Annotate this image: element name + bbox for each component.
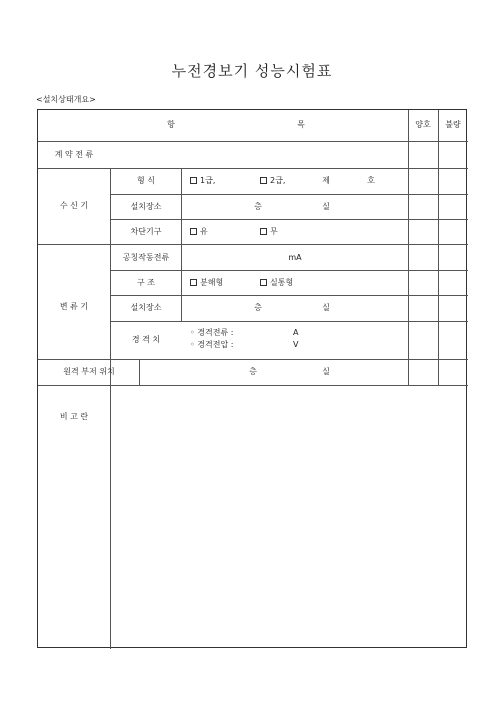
header-item-2: 목 <box>297 120 305 129</box>
transformer-floor: 층 <box>254 303 262 312</box>
number-text: 호 <box>367 176 375 185</box>
header-good: 양호 <box>415 120 431 129</box>
receiver-label: 수 신 기 <box>59 201 89 210</box>
receiver-floor: 층 <box>254 202 262 211</box>
rated-amp-unit: A <box>293 328 299 337</box>
remote-room: 실 <box>322 367 330 376</box>
breaker-no-option[interactable] <box>260 227 278 237</box>
checkbox-icon <box>190 279 197 286</box>
page-title: 누전경보기 성능시험표 <box>171 62 333 80</box>
breaker-yes-option[interactable] <box>190 227 208 237</box>
transformer-room: 실 <box>322 303 330 312</box>
checkbox-icon <box>260 279 267 286</box>
breaker-yes-text: 유 <box>200 227 208 236</box>
rated-current-unit: mA <box>288 253 302 262</box>
contract-current-label: 계 약 전 류 <box>54 150 94 159</box>
remarks-label: 비 고 란 <box>59 412 89 421</box>
solid-text: 실통형 <box>270 278 294 287</box>
transformer-label: 변 류 기 <box>59 302 89 311</box>
checkbox-icon <box>260 177 267 184</box>
maker-text: 제 <box>322 176 330 185</box>
checkbox-icon <box>190 228 197 235</box>
header-item: 항 <box>167 120 175 129</box>
receiver-room: 실 <box>322 202 330 211</box>
receiver-type-label: 형 식 <box>137 176 155 185</box>
breaker-label: 차단기구 <box>130 227 162 236</box>
grade2-text: 2급, <box>270 176 286 185</box>
grade1-text: 1급, <box>200 176 216 185</box>
checkbox-icon <box>260 228 267 235</box>
rated-amp-label: ◦ 경격전류 : <box>190 328 234 337</box>
test-table <box>37 109 467 648</box>
remote-floor: 층 <box>249 367 257 376</box>
checkbox-icon <box>190 177 197 184</box>
transformer-location-label: 설치장소 <box>130 303 162 312</box>
grade1-option[interactable] <box>190 176 215 186</box>
header-bad: 불량 <box>445 120 461 129</box>
rated-volt-label: ◦ 경격전압 : <box>190 340 234 349</box>
split-option[interactable] <box>190 278 223 288</box>
rated-current-label: 공칭작동전류 <box>122 253 170 262</box>
solid-option[interactable] <box>260 278 293 288</box>
receiver-location-label: 설치장소 <box>130 202 162 211</box>
rated-volt-unit: V <box>293 340 299 349</box>
structure-label: 구 조 <box>137 278 155 287</box>
section-subtitle: <설치상태개요> <box>36 95 96 104</box>
rating-label: 경 격 치 <box>131 335 161 344</box>
split-text: 분해형 <box>200 278 224 287</box>
remote-buzzer-label: 원격 부저 위치 <box>63 367 115 376</box>
breaker-no-text: 무 <box>270 227 278 236</box>
grade2-option[interactable] <box>260 176 285 186</box>
